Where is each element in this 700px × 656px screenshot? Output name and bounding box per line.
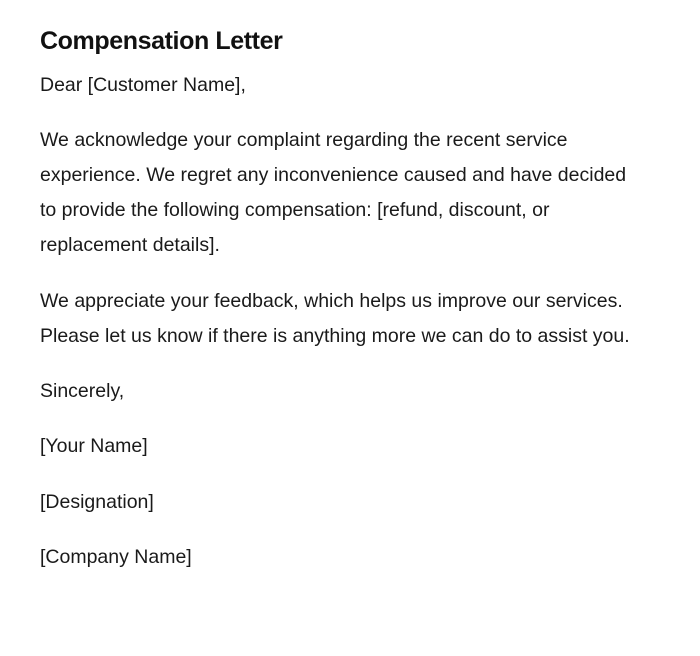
salutation: Dear [Customer Name],: [40, 74, 246, 96]
signature-company: [Company Name]: [40, 546, 192, 568]
body-paragraph-2: We appreciate your feedback, which helps us improve our services. Please let us know if there is anything more we can do to assist you.: [40, 290, 630, 347]
body-paragraph-1: We acknowledge your complaint regarding the recent service experience. We regret any inconvenience caused and have decided to provide the following compensation: [refund, discount, or replacement details].: [40, 129, 627, 256]
signature-name: [Your Name]: [40, 435, 148, 457]
closing: Sincerely,: [40, 380, 125, 402]
letter-title: Compensation Letter: [40, 27, 283, 55]
signature-designation: [Designation]: [40, 491, 154, 513]
